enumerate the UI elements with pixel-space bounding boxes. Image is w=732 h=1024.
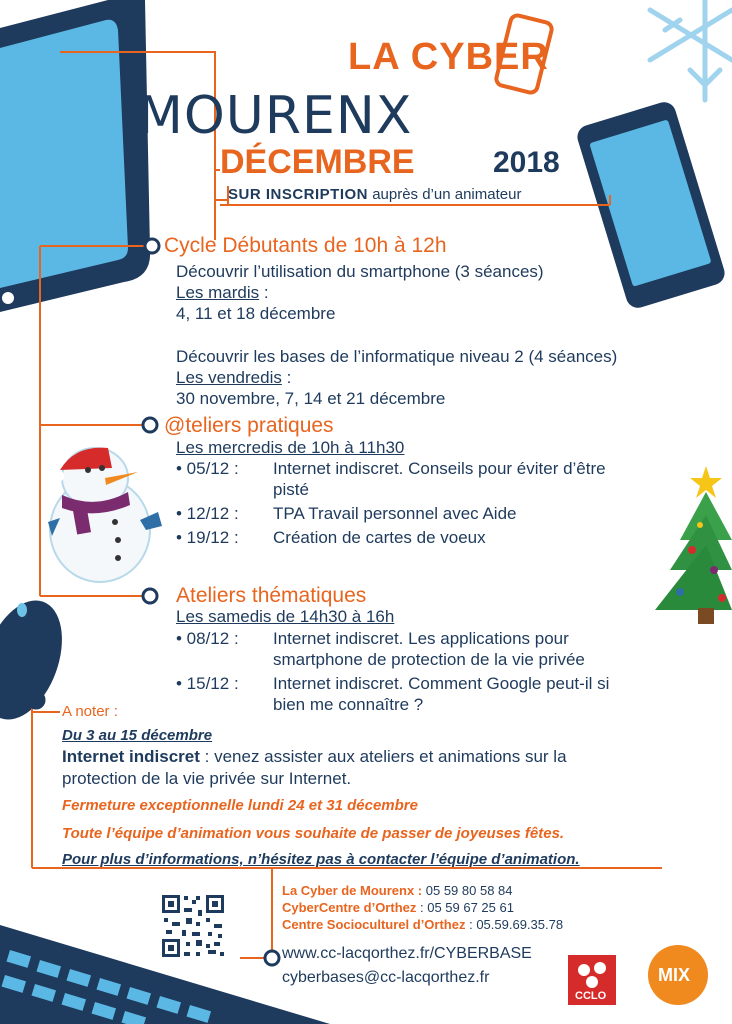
wishes-note: Toute l’équipe d’animation vous souhaite de passer de joyeuses fêtes. <box>62 825 565 842</box>
more-info-note: Pour plus d’informations, n’hésitez pas à contacter l’équipe d’animation. <box>62 851 580 868</box>
inscription-note <box>228 186 521 203</box>
email-link[interactable]: cyberbases@cc-lacqorthez.fr <box>282 969 490 986</box>
smartphone-course-dates: 4, 11 et 18 décembre <box>176 304 336 323</box>
qr-code <box>160 893 226 959</box>
year-title: 2018 <box>493 146 560 179</box>
list-item: • 08/12 : Internet indiscret. Les applications pour smartphone de protection de la vie privée <box>176 629 585 669</box>
notes-event-bold: Internet indiscret <box>62 747 200 766</box>
section-practical-title: @teliers pratiques <box>164 414 334 437</box>
computer-course-desc: Découvrir les bases de l’informatique niveau 2 (4 séances) <box>176 347 618 366</box>
computer-course-days: Les vendredis : <box>176 368 292 387</box>
notes-period: Du 3 au 15 décembre <box>62 727 213 744</box>
list-item: • 05/12 : Internet indiscret. Conseils pour éviter d’être pisté <box>176 459 606 499</box>
web-contacts <box>282 942 532 990</box>
list-item: • 15/12 : Internet indiscret. Comment Google peut-il si bien me connaître ? <box>176 674 610 714</box>
month-title: DÉCEMBRE <box>220 143 415 181</box>
section-beginners-body <box>176 261 716 409</box>
snowman-illustration <box>48 448 162 582</box>
practical-schedule: Les mercredis de 10h à 11h30 <box>176 438 405 457</box>
contact-orthez-centre: Centre Socioculturel d’Orthez : 05.59.69.35.78 <box>282 917 564 932</box>
town-title: MOURENX <box>138 86 413 146</box>
thematic-schedule: Les samedis de 14h30 à 16h <box>176 607 395 626</box>
cclo-logo-text: CCLO <box>575 990 607 1002</box>
section-thematic-title: Ateliers thématiques <box>176 584 367 607</box>
inscription-bold: SUR INSCRIPTION <box>228 186 369 203</box>
practical-list <box>176 458 696 548</box>
closing-note: Fermeture exceptionnelle lundi 24 et 31 décembre <box>62 797 418 814</box>
cyber-title: LA CYBER <box>348 36 549 78</box>
contacts-list <box>282 882 563 933</box>
notes-event: Internet indiscret : venez assister aux ateliers et animations sur la protection de la vie privée sur Internet. <box>62 747 567 788</box>
website-link[interactable]: www.cc-lacqorthez.fr/CYBERBASE <box>282 945 532 962</box>
contact-orthez-cybercentre: CyberCentre d’Orthez : 05 59 67 25 61 <box>282 900 514 915</box>
inscription-rest: auprès d’un animateur <box>372 186 522 203</box>
list-item: • 12/12 : TPA Travail personnel avec Aide <box>176 504 517 523</box>
smartphone-course-days: Les mardis : <box>176 283 269 302</box>
smartphone-course-desc: Découvrir l’utilisation du smartphone (3 séances) <box>176 262 544 281</box>
tablet-left-illustration <box>0 0 150 312</box>
mix-logo-text: MIX <box>658 965 691 985</box>
section-beginners-title: Cycle Débutants de 10h à 12h <box>164 234 447 257</box>
list-item: • 19/12 : Création de cartes de voeux <box>176 528 486 547</box>
notes-label: A noter : <box>62 703 118 720</box>
computer-course-dates: 30 novembre, 7, 14 et 21 décembre <box>176 389 446 408</box>
thematic-list <box>176 628 716 715</box>
snowflake-icon <box>650 0 732 100</box>
contact-mourenx: La Cyber de Mourenx : 05 59 80 58 84 <box>282 883 513 898</box>
